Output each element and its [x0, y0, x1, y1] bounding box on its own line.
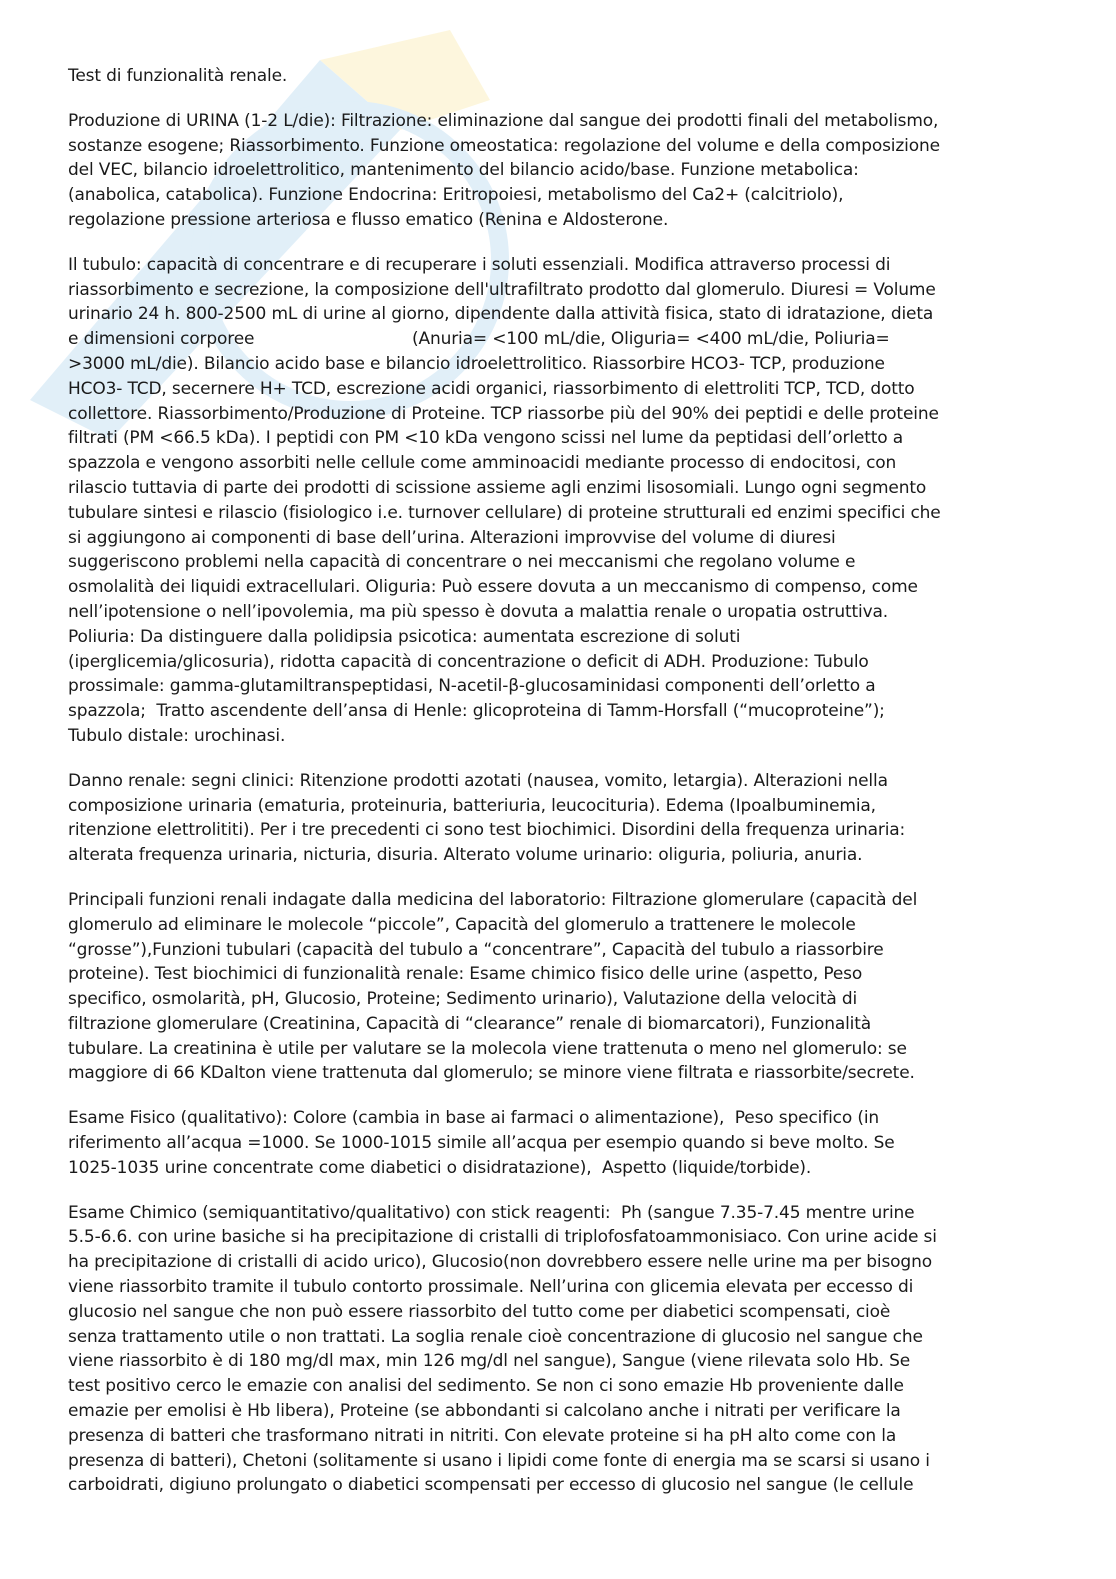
document-page — [68, 64, 1068, 1518]
paragraph-chemical-exam: Esame Chimico (semiquantitativo/qualitativo) con stick reagenti: Ph (sangue 7.35-7.45 mentre urine 5.5-6.6. con urine basiche si ha precipitazione di cristalli di triplofosfatoammonisiaco. Con urine acide si ha precipitazione di cristalli di acido urico), Glucosio(non dovrebbero essere nelle urine ma per bisogno viene riassorbito tramite il tubulo contorto prossimale. Nell’urina con glicemia elevata per eccesso di glucosio nel sangue che non può essere riassorbito del tutto come per diabetici scompensati, cioè senza trattamento utile o non trattati. La soglia renale cioè concentrazione di glucosio nel sangue che viene riassorbito è di 180 mg/dl max, min 126 mg/dl nel sangue), Sangue (viene rilevata solo Hb. Se test positivo cerco le emazie con analisi del sedimento. Se non ci sono emazie Hb proveniente dalle emazie per emolisi è Hb libera), Proteine (se abbondanti si calcolano anche i nitrati per verificare la presenza di batteri che trasformano nitrati in nitriti. Con elevate proteine si ha pH alto come con la presenza di batteri), Chetoni (solitamente si usano i lipidi come fonte di energia ma se scarsi si usano i carboidrati, digiuno prolungato o diabetici scompensati per eccesso di glucosio nel sangue (le cellule — [68, 1202, 937, 1496]
paragraph-physical-exam: Esame Fisico (qualitativo): Colore (cambia in base ai farmaci o alimentazione), Peso specifico (in riferimento all’acqua =1000. Se 1000-1015 simile all’acqua per esempio quando si beve molto. Se 1025-1035 urine concentrate come diabetici o disidratazione), Aspetto (liquide/torbide). — [68, 1108, 895, 1178]
paragraph-urine-production: Produzione di URINA (1-2 L/die): Filtrazione: eliminazione dal sangue dei prodotti finali del metabolismo, sostanze esogene; Riassorbimento. Funzione omeostatica: regolazione del volume e della composizione del VEC, bilancio idroelettrolitico, mantenimento del bilancio acido/base. Funzione metabolica: (anabolica, catabolica). Funzione Endocrina: Eritropoiesi, metabolismo del Ca2+ (calcitriolo), regolazione pressione arteriosa e flusso ematico (Renina e Aldosterone. — [68, 110, 940, 230]
paragraph-renal-damage: Danno renale: segni clinici: Ritenzione prodotti azotati (nausea, vomito, letargia). Alterazioni nella composizione urinaria (ematuria, proteinuria, batteriuria, leucocituria). Edema (Ipoalbuminemia, ritenzione elettrolititi). Per i tre precedenti ci sono test biochimici. Disordini della frequenza urinaria: alterata frequenza urinaria, nicturia, disuria. Alterato volume urinario: oliguria, poliuria, anuria. — [68, 770, 906, 866]
document-title: Test di funzionalità renale. — [68, 66, 288, 86]
paragraph-renal-functions: Principali funzioni renali indagate dalla medicina del laboratorio: Filtrazione glomerulare (capacità del glomerulo ad eliminare le molecole “piccole”, Capacità del glomerulo a trattenere le molecole “grosse”),Funzioni tubulari (capacità del tubulo a “concentrare”, Capacità del tubulo a riassorbire proteine). Test biochimici di funzionalità renale: Esame chimico fisico delle urine (aspetto, Peso specifico, osmolarità, pH, Glucosio, Proteine; Sedimento urinario), Valutazione della velocità di filtrazione glomerulare (Creatinina, Capacità di “clearance” renale di biomarcatori), Funzionalità tubulare. La creatinina è utile per valutare se la molecola viene trattenuta o meno nel glomerulo: se maggiore di 66 KDalton viene trattenuta dal glomerulo; se minore viene filtrata e riassorbite/secrete. — [68, 889, 918, 1084]
paragraph-tubule: Il tubulo: capacità di concentrare e di recuperare i soluti essenziali. Modifica attraverso processi di riassorbimento e secrezione, la composizione dell'ultrafiltrato prodotto dal glomerulo. Diuresi = Volume urinario 24 h. 800-2500 mL di urine al giorno, dipendente dalla attività fisica, stato di idratazione, dieta e dimensioni corporee (Anuria= <100 mL/die, Oliguria= <400 mL/die, Poliuria= >3000 mL/die). Bilancio acido base e bilancio idroelettrolitico. Riassorbire HCO3- TCP, produzione HCO3- TCD, secernere H+ TCD, escrezione acidi organici, riassorbimento di elettroliti TCP, TCD, dotto collettore. Riassorbimento/Produzione di Proteine. TCP riassorbe più del 90% dei peptidi e delle proteine filtrati (PM <66.5 kDa). I peptidi con PM <10 kDa vengono scissi nel lume da peptidasi dell’orletto a spazzola e vengono assorbiti nelle cellule come amminoacidi mediante processo di endocitosi, con rilascio tuttavia di parte dei prodotti di scissione assieme agli enzimi lisosomiali. Lungo ogni segmento tubulare sintesi e rilascio (fisiologico i.e. turnover cellulare) di proteine strutturali ed enzimi specifici che si aggiungono ai componenti di base dell’urina. Alterazioni improvvise del volume di diuresi suggeriscono problemi nella capacità di concentrare o nei meccanismi che regolano volume e osmolalità dei liquidi extracellulari. Oliguria: Può essere dovuta a un meccanismo di compenso, come nell’ipotensione o nell’ipovolemia, ma più spesso è dovuta a malattia renale o uropatia ostruttiva. Poliuria: Da distinguere dalla polidipsia psicotica: aumentata escrezione di soluti (iperglicemia/glicosuria), ridotta capacità di concentrazione o deficit di ADH. Produzione: Tubulo prossimale: gamma-glutamiltranspeptidasi, N-acetil-β-glucosaminidasi componenti dell’orletto a spazzola; Tratto ascendente dell’ansa di Henle: glicoproteina di Tamm-Horsfall (“mucoproteine”); Tubulo distale: urochinasi. — [68, 254, 941, 746]
